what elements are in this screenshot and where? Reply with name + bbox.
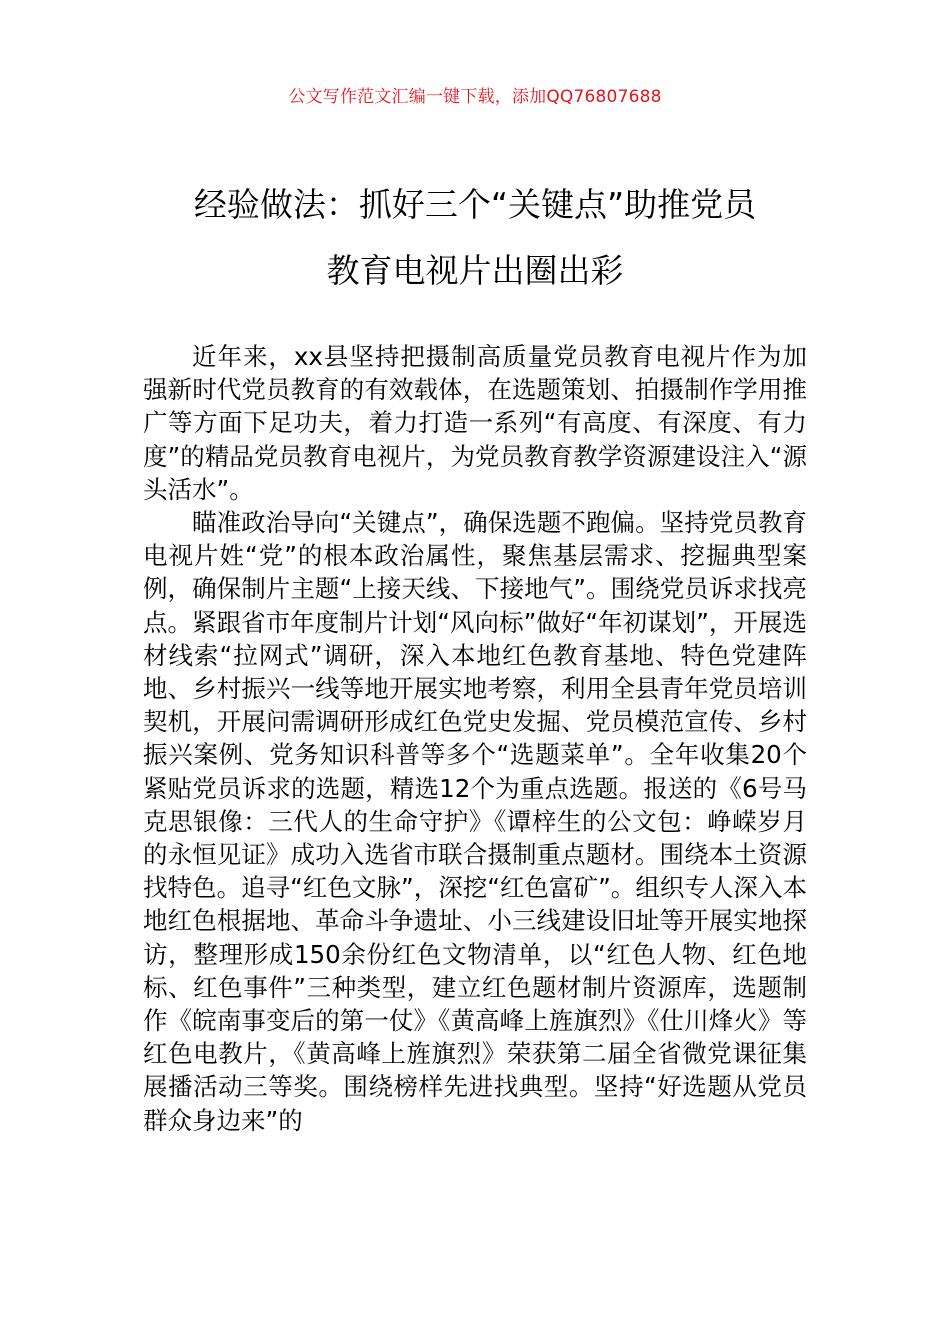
title-line-1: 经验做法：抓好三个“关键点”助推党员 — [193, 185, 757, 224]
document-body — [143, 340, 807, 1137]
document-title — [100, 172, 850, 304]
paragraph-intro: 近年来，xx县坚持把摄制高质量党员教育电视片作为加强新时代党员教育的有效载体，在选题策划、拍摄制作学用推广等方面下足功夫，着力打造一系列“有高度、有深度、有力度”的精品党员教育电视片，为党员教育教学资源建设注入“源头活水”。 — [143, 342, 807, 504]
download-promo-banner: 公文写作范文汇编一键下载，添加QQ76807688 — [288, 87, 662, 107]
paragraph-political-orientation: 瞄准政治导向“关键点”，确保选题不跑偏。坚持党员教育电视片姓“党”的根本政治属性，聚焦基层需求、挖掘典型案例，确保制片主题“上接天线、下接地气”。围绕党员诉求找亮点。紧跟省市年度制片计划“风向标”做好“年初谋划”，开展选材线索“拉网式”调研，深入本地红色教育基地、特色党建阵地、乡村振兴一线等地开展实地考察，利用全县青年党员培训契机，开展问需调研形成红色党史发掘、党员模范宣传、乡村振兴案例、党务知识科普等多个“选题菜单”。全年收集20个紧贴党员诉求的选题，精选12个为重点选题。报送的《6号马克思银像：三代人的生命守护》《谭梓生的公文包：峥嵘岁月的永恒见证》成功入选省市联合摄制重点题材。围绕本土资源找特色。追寻“红色文脉”，深挖“红色富矿”。组织专人深入本地红色根据地、革命斗争遗址、小三线建设旧址等开展实地探访，整理形成150余份红色文物清单，以“红色人物、红色地标、红色事件”三种类型，建立红色题材制片资源库，选题制作《皖南事变后的第一仗》《黄高峰上旌旗烈》《仕川烽火》等红色电教片，《黄高峰上旌旗烈》荣获第二届全省微党课征集展播活动三等奖。围绕榜样先进找典型。坚持“好选题从党员群众身边来”的 — [143, 508, 807, 1135]
title-line-2: 教育电视片出圈出彩 — [326, 251, 624, 290]
